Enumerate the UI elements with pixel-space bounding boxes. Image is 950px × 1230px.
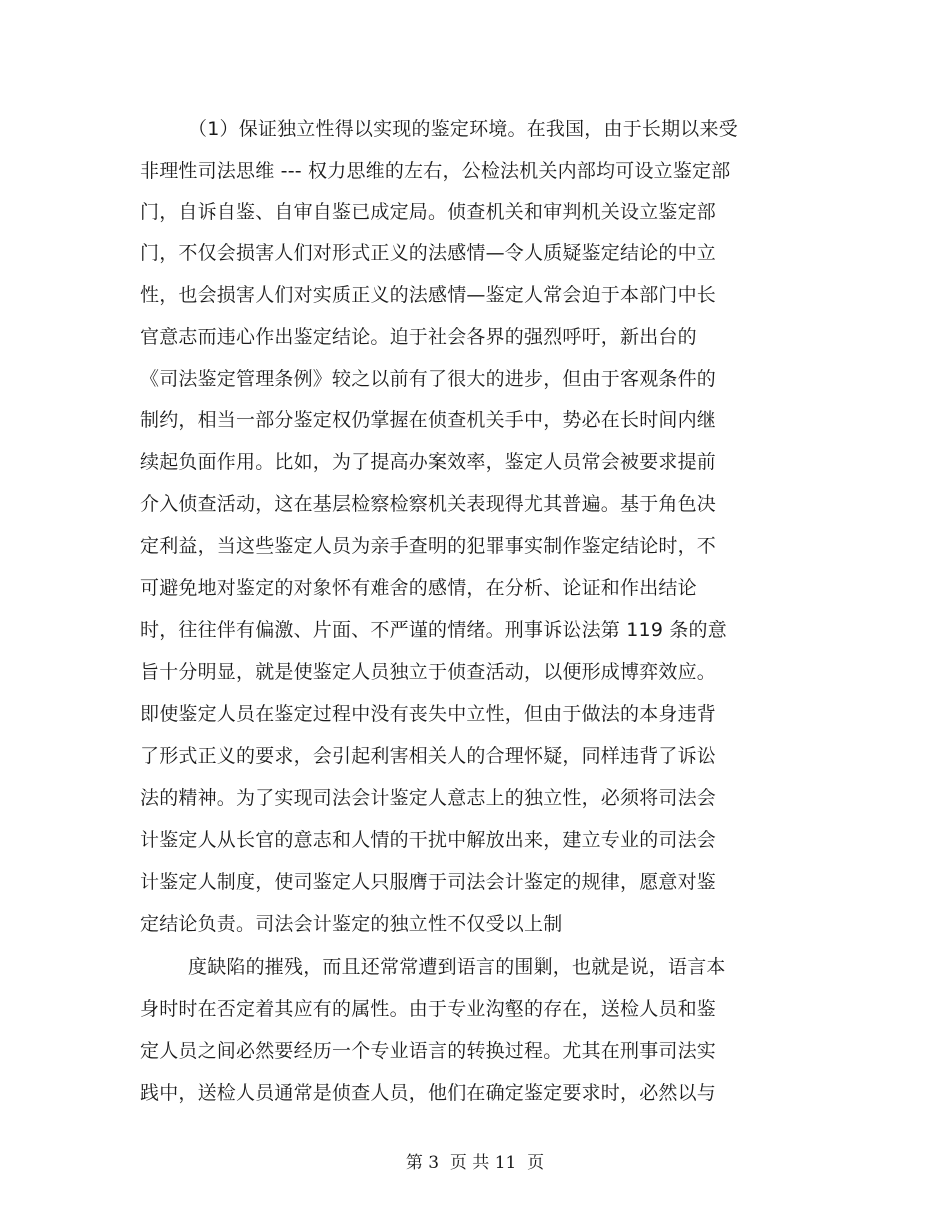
text-line: 度缺陷的摧残，而且还常常遭到语言的围剿，也就是说，语言本 — [188, 956, 726, 978]
text-line: 制约，相当一部分鉴定权仍掌握在侦查机关手中，势必在长时间内继 — [140, 409, 717, 431]
text-line: （1）保证独立性得以实现的鉴定环境。在我国，由于长期以来受 — [188, 118, 738, 140]
text-line: 定结论负责。司法会计鉴定的独立性不仅受以上制 — [140, 913, 563, 935]
text-line: 续起负面作用。比如，为了提高办案效率，鉴定人员常会被要求提前 — [140, 451, 717, 473]
text-line: 定人员之间必然要经历一个专业语言的转换过程。尤其在刑事司法实 — [140, 1040, 717, 1062]
text-line: 计鉴定人从长官的意志和人情的干扰中解放出来，建立专业的司法会 — [140, 829, 717, 851]
text-line: 门，自诉自鉴、自审自鉴已成定局。侦查机关和审判机关设立鉴定部 — [140, 201, 717, 223]
text-line: 时，往往伴有偏激、片面、不严谨的情绪。刑事诉讼法第 119 条的意 — [140, 619, 727, 641]
text-line: 身时时在否定着其应有的属性。由于专业沟壑的存在，送检人员和鉴 — [140, 998, 717, 1020]
text-line: 门，不仅会损害人们对形式正义的法感情—令人质疑鉴定结论的中立 — [140, 242, 717, 264]
text-line: 践中，送检人员通常是侦查人员，他们在确定鉴定要求时，必然以与 — [140, 1082, 717, 1104]
text-line: 可避免地对鉴定的对象怀有难舍的感情，在分析、论证和作出结论 — [140, 577, 697, 599]
text-line: 旨十分明显，就是使鉴定人员独立于侦查活动，以便形成博弈效应。 — [140, 661, 717, 683]
text-line: 即使鉴定人员在鉴定过程中没有丧失中立性，但由于做法的本身违背 — [140, 703, 717, 725]
text-line: 官意志而违心作出鉴定结论。迫于社会各界的强烈呼吁，新出台的 — [140, 326, 697, 348]
text-line: 性，也会损害人们对实质正义的法感情—鉴定人常会迫于本部门中长 — [140, 284, 717, 306]
text-line: 非理性司法思维 --- 权力思维的左右，公检法机关内部均可设立鉴定部 — [140, 160, 731, 182]
text-line: 《司法鉴定管理条例》较之以前有了很大的进步，但由于客观条件的 — [140, 368, 717, 390]
page-footer: 第 3 页 共 11 页 — [405, 1153, 545, 1173]
text-line: 计鉴定人制度，使司鉴定人只服膺于司法会计鉴定的规律，愿意对鉴 — [140, 871, 717, 893]
text-line: 定利益，当这些鉴定人员为亲手查明的犯罪事实制作鉴定结论时，不 — [140, 535, 717, 557]
text-line: 了形式正义的要求，会引起利害相关人的合理怀疑，同样违背了诉讼 — [140, 745, 717, 767]
text-line: 法的精神。为了实现司法会计鉴定人意志上的独立性，必须将司法会 — [140, 787, 717, 809]
text-line: 介入侦查活动，这在基层检察检察机关表现得尤其普遍。基于角色决 — [140, 493, 717, 515]
